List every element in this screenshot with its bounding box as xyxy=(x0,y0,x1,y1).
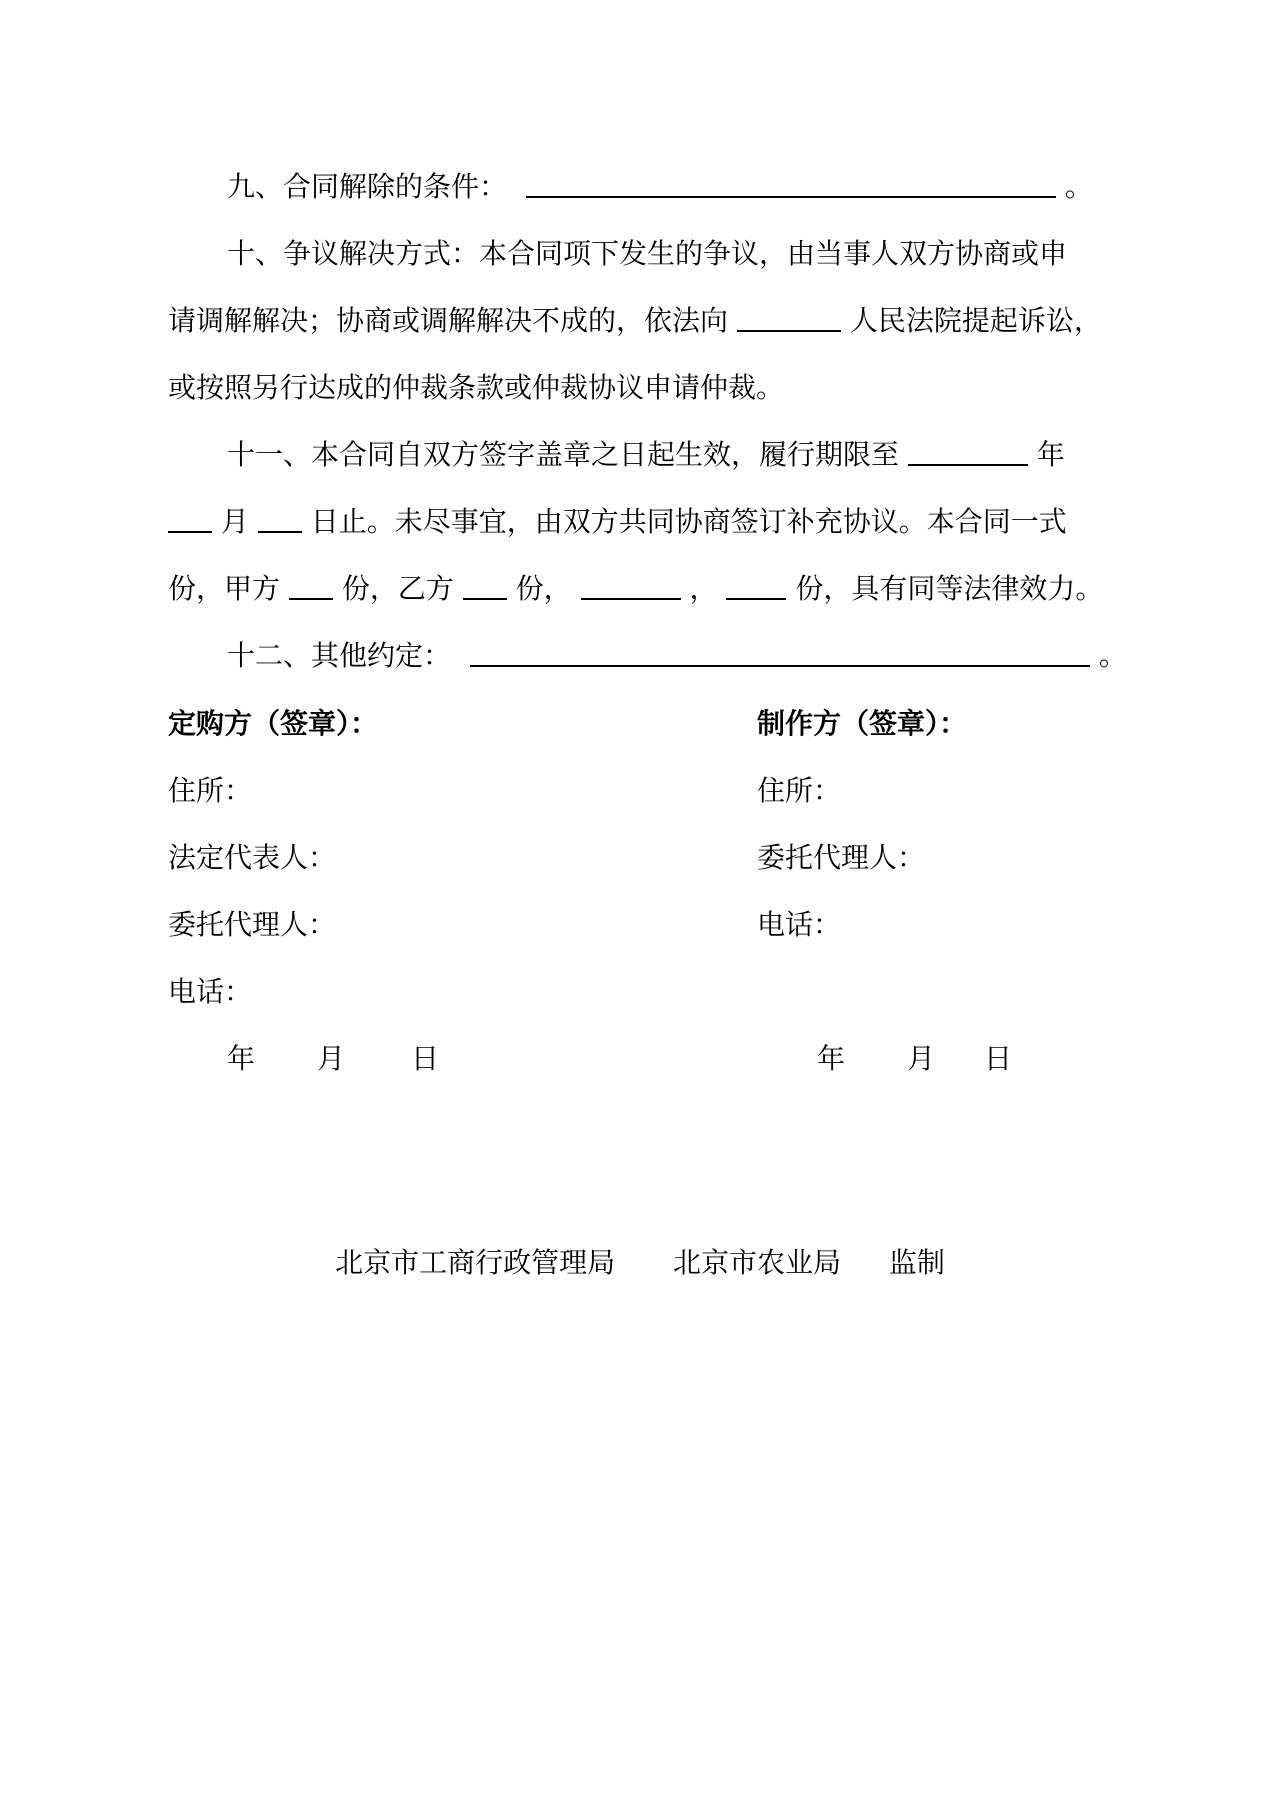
clause-10-text-2b: 人民法院提起诉讼， xyxy=(849,304,1102,337)
maker-address-label: 住所： xyxy=(757,774,842,807)
clause-12-end: 。 xyxy=(1098,639,1127,672)
footer-supervise: 监制 xyxy=(888,1246,945,1279)
buyer-date-day: 日 xyxy=(411,1042,440,1075)
other-holder-blank[interactable] xyxy=(581,572,681,600)
clause-9-label: 九、合同解除的条件： xyxy=(227,170,508,203)
maker-phone-label: 电话： xyxy=(757,908,842,941)
clause-10-text-3: 或按照另行达成的仲裁条款或仲裁协议申请仲裁。 xyxy=(168,371,785,404)
maker-agent-label: 委托代理人： xyxy=(757,841,926,874)
clause-10-text-1: 十、争议解决方式：本合同项下发生的争议，由当事人双方协商或申 xyxy=(227,237,1068,270)
clause-9 xyxy=(227,167,1127,207)
term-day-blank[interactable] xyxy=(258,505,302,533)
court-blank[interactable] xyxy=(737,304,841,332)
footer-org-2: 北京市农业局 xyxy=(672,1246,841,1279)
clause-11-line-3 xyxy=(168,569,1128,609)
buyer-phone-label: 电话： xyxy=(168,975,253,1008)
buyer-legal-rep-label: 法定代表人： xyxy=(168,841,337,874)
clause-9-end: 。 xyxy=(1064,170,1093,203)
clause-10-line-1 xyxy=(227,234,1127,274)
clause-11-text-1a: 十一、本合同自双方签字盖章之日起生效，履行期限至 xyxy=(227,438,900,471)
clause-11-text-3c: 份， xyxy=(515,572,572,605)
clause-9-blank[interactable] xyxy=(526,170,1056,198)
clause-10-line-2 xyxy=(168,301,1128,341)
footer xyxy=(0,1243,1280,1283)
buyer-date-year: 年 xyxy=(227,1042,256,1075)
buyer-agent-label: 委托代理人： xyxy=(168,908,337,941)
buyer-title: 定购方（签章）： xyxy=(168,707,379,740)
maker-date-month: 月 xyxy=(907,1042,936,1075)
clause-10-line-3 xyxy=(168,368,1128,408)
term-month-blank[interactable] xyxy=(168,505,212,533)
clause-11-text-2a: 月 xyxy=(220,505,249,538)
clause-10-text-2a: 请调解解决；协商或调解解决不成的，依法向 xyxy=(168,304,729,337)
clause-11-text-3a: 份，甲方 xyxy=(168,572,281,605)
clause-11-line-2 xyxy=(168,502,1128,542)
clause-11-text-1b: 年 xyxy=(1036,438,1065,471)
maker-date-year: 年 xyxy=(817,1042,846,1075)
clause-12-blank[interactable] xyxy=(470,639,1090,667)
term-year-blank[interactable] xyxy=(908,438,1028,466)
copies-party-b-blank[interactable] xyxy=(463,572,507,600)
buyer-address-label: 住所： xyxy=(168,774,253,807)
copies-party-a-blank[interactable] xyxy=(289,572,333,600)
footer-org-1: 北京市工商行政管理局 xyxy=(335,1246,616,1279)
maker-title: 制作方（签章）： xyxy=(757,707,968,740)
maker-date-day: 日 xyxy=(984,1042,1013,1075)
buyer-date-month: 月 xyxy=(317,1042,346,1075)
clause-11-line-1 xyxy=(227,435,1127,475)
clause-11-text-3e: 份，具有同等法律效力。 xyxy=(795,572,1104,605)
copies-other-blank[interactable] xyxy=(726,572,786,600)
clause-12-label: 十二、其他约定： xyxy=(227,639,452,672)
clause-11-text-3d: ， xyxy=(689,572,718,605)
clause-11-text-3b: 份，乙方 xyxy=(341,572,454,605)
clause-11-text-2b: 日止。未尽事宜，由双方共同协商签订补充协议。本合同一式 xyxy=(310,505,1067,538)
clause-12 xyxy=(227,636,1127,676)
